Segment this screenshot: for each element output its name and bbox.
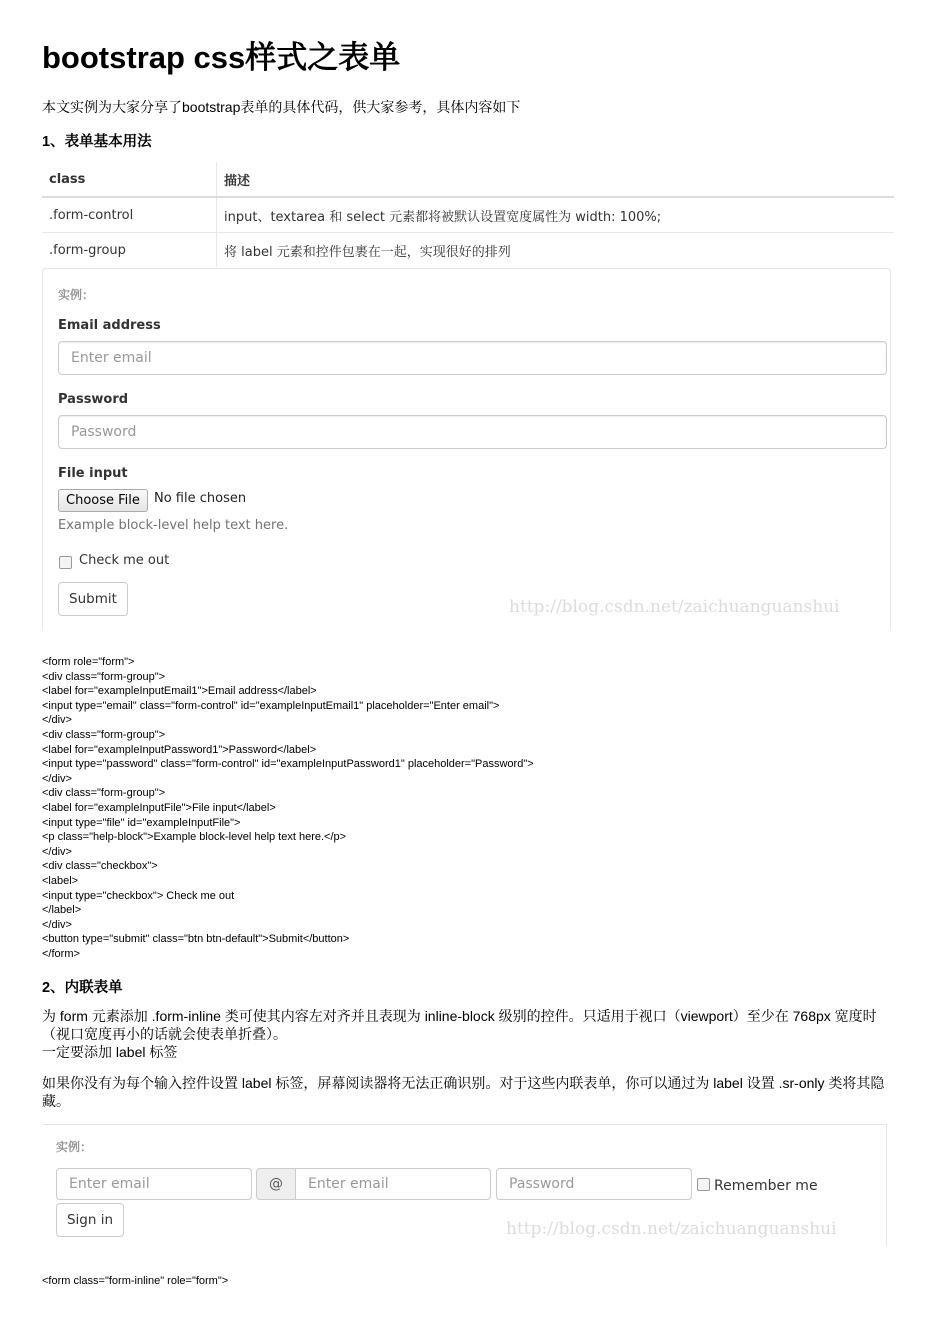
code-line: </form> — [42, 947, 80, 960]
checkbox-label: Check me out — [79, 553, 170, 568]
inline-email-input[interactable]: Enter email — [56, 1168, 252, 1200]
inline-email-input-2[interactable]: Enter email — [295, 1168, 491, 1200]
password-label: Password — [58, 392, 129, 407]
table-cell: .form-control — [42, 197, 217, 233]
example-label: 实例： — [56, 1140, 93, 1154]
code-line: </div> — [42, 918, 72, 931]
code-line: <p class="help-block">Example block-level help text here.</p> — [42, 831, 347, 844]
inline-password-input[interactable]: Password — [496, 1168, 692, 1200]
page-title: bootstrap css样式之表单 — [42, 40, 401, 75]
paragraph-sr-only-note: 如果你没有为每个输入控件设置 label 标签，屏幕阅读器将无法正确识别。对于这些内联表单，你可以通过为 label 设置 .sr-only 类将其隐藏。 — [42, 1075, 885, 1109]
example-box-basic-form — [42, 268, 891, 629]
code-line: </div> — [42, 845, 72, 858]
example-label: 实例： — [58, 288, 95, 302]
table-cell: .form-group — [42, 233, 217, 268]
example-box-inline-form — [42, 1124, 887, 1246]
code-line: <div class="form-group"> — [42, 728, 166, 741]
help-text: Example block-level help text here. — [58, 518, 289, 533]
code-line: <input type="password" class="form-control" id="exampleInputPassword1" placeholder="Password"> — [42, 758, 534, 771]
code-block-basic-form — [42, 655, 534, 961]
table-header-description: 描述 — [217, 162, 895, 197]
code-line: <label for="exampleInputEmail1">Email address</label> — [42, 685, 317, 698]
table-header-class: class — [42, 162, 217, 197]
code-line: <div class="form-group"> — [42, 670, 166, 683]
intro-text: 本文实例为大家分享了bootstrap表单的具体代码，供大家参考，具体内容如下 — [42, 99, 521, 115]
watermark: http://blog.csdn.net/zaichuanguanshui — [509, 597, 840, 617]
code-line: <input type="checkbox"> Check me out — [42, 889, 235, 902]
table-row — [42, 233, 894, 268]
table-header-row — [42, 162, 894, 197]
at-addon: @ — [256, 1168, 296, 1200]
watermark: http://blog.csdn.net/zaichuanguanshui — [506, 1219, 837, 1239]
submit-button[interactable]: Submit — [58, 582, 128, 616]
check-me-out-checkbox[interactable] — [59, 556, 72, 569]
code-line: <input type="email" class="form-control" id="exampleInputEmail1" placeholder="Enter email"> — [42, 699, 500, 712]
code-line: <form role="form"> — [42, 656, 135, 668]
sign-in-button[interactable]: Sign in — [56, 1203, 124, 1237]
code-line: </div> — [42, 772, 72, 785]
code-line: </div> — [42, 714, 72, 727]
file-input-label: File input — [58, 466, 128, 481]
remember-me-checkbox[interactable] — [697, 1178, 710, 1191]
code-line: <div class="checkbox"> — [42, 860, 158, 873]
section-heading-basic: 1、表单基本用法 — [42, 134, 152, 150]
table-row — [42, 197, 894, 233]
code-line: <button type="submit" class="btn btn-default">Submit</button> — [42, 933, 350, 946]
code-line: <label for="exampleInputPassword1">Password</label> — [42, 743, 317, 756]
code-line: <label for="exampleInputFile">File input</label> — [42, 801, 276, 814]
no-file-chosen-text: No file chosen — [154, 491, 247, 506]
password-input[interactable]: Password — [58, 415, 887, 449]
code-line: <label> — [42, 874, 79, 887]
table-cell: input、textarea 和 select 元素都将被默认设置宽度属性为 width: 100%; — [217, 197, 895, 233]
code-line: <input type="file" id="exampleInputFile"> — [42, 816, 241, 829]
code-line: <form class="form-inline" role="form"> — [42, 1275, 229, 1287]
paragraph-inline-description: 为 form 元素添加 .form-inline 类可使其内容左对齐并且表现为 inline-block 级别的控件。只适用于视口（viewport）至少在 768px 宽度时（视口宽度再小的话就会使表单折叠）。 — [42, 1008, 877, 1042]
email-label: Email address — [58, 318, 161, 333]
choose-file-button[interactable]: Choose File — [58, 489, 148, 512]
table-cell: 将 label 元素和控件包裹在一起，实现很好的排列 — [217, 233, 895, 268]
remember-me-label: Remember me — [714, 1178, 818, 1194]
code-line: <div class="form-group"> — [42, 787, 166, 800]
section-heading-inline: 2、内联表单 — [42, 980, 123, 996]
class-table — [42, 162, 894, 267]
code-line: </label> — [42, 904, 82, 917]
email-input[interactable]: Enter email — [58, 341, 887, 375]
paragraph-label-note: 一定要添加 label 标签 — [42, 1044, 178, 1060]
